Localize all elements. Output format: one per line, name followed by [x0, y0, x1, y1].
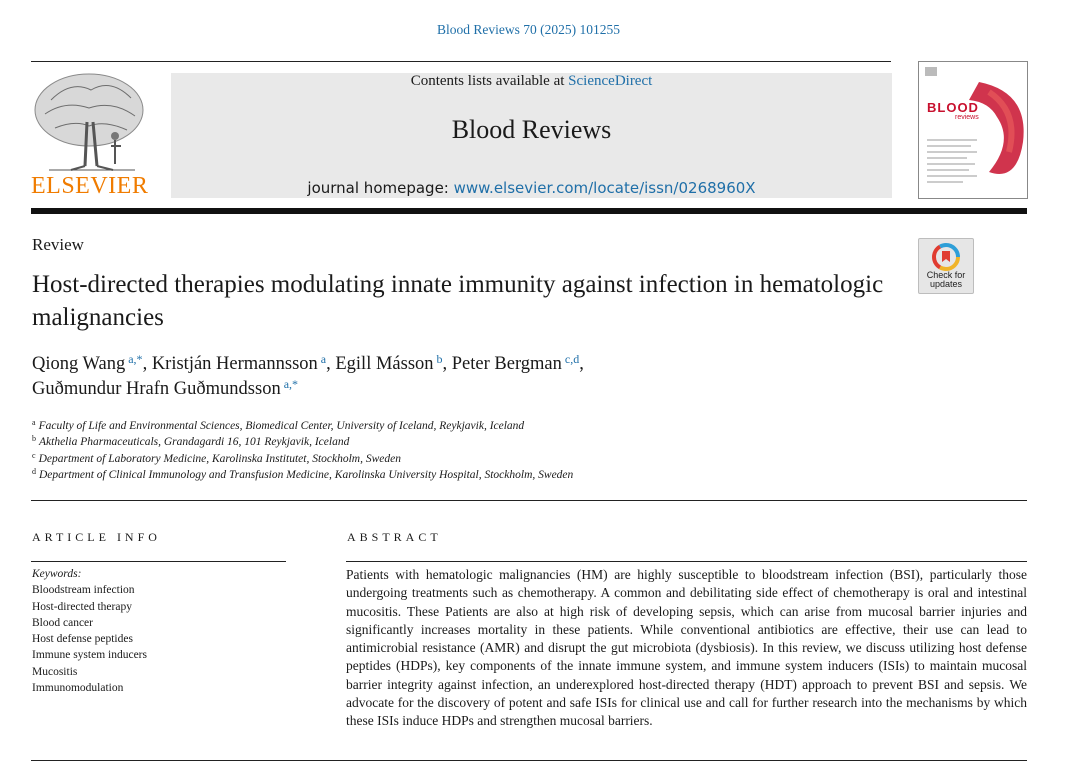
check-for-updates-button[interactable]	[918, 238, 974, 294]
affiliation-item	[32, 467, 892, 483]
author-name[interactable]: Kristján Hermannsson	[151, 354, 318, 374]
affiliation-key: d	[32, 466, 36, 476]
keyword-item[interactable]: Host-directed therapy	[32, 600, 132, 613]
author-name[interactable]: Peter Bergman	[451, 354, 562, 374]
section-rule	[31, 500, 1027, 501]
homepage-link[interactable]: www.elsevier.com/locate/issn/0268960X	[453, 179, 756, 197]
affiliation-text: Department of Clinical Immunology and Transfusion Medicine, Karolinska University Hospital, Stockholm, Sweden	[39, 468, 574, 481]
bottom-rule	[31, 760, 1027, 761]
elsevier-tree-icon	[31, 70, 147, 174]
author-name[interactable]: Egill Másson	[335, 354, 434, 374]
article-type: Review	[32, 235, 84, 254]
abstract-rule	[346, 561, 1027, 562]
journal-cover[interactable]	[918, 61, 1028, 199]
abstract-text: Patients with hematologic malignancies (HM) are highly susceptible to bloodstream infection (BSI), particularly those undergoing treatments such as chemotherapy. A common and debilitating side effect of chemotherapy is oral and intestinal mucositis. These Patients are also at high risk of developing sepsis, which can arise from mucosal barrier injuries and significantly increases mortality in these patients. While conventional antibiotics are effective, their use can lead to antimicrobial resistance (AMR) and disrupt the gut microbiota (dysbiosis). In this review, we discuss utilizing host defense peptides (HDPs), key components of the innate immune system, and immune system inducers (ISIs) to maintain mucosal barrier integrity against infection, an underexplored host-directed therapy (HDT) approach to prevent BSI and sepsis. We advocate for the discovery of potent and safe ISIs for clinical use and call for further research into the mechanisms by which these ISIs induce HDPs and strengthen mucosal barriers.	[346, 567, 1027, 729]
keyword-item[interactable]: Immunomodulation	[32, 682, 124, 695]
crossmark-icon	[932, 243, 960, 271]
contents-prefix: Contents lists available at	[410, 73, 569, 89]
author-affil-link[interactable]: a	[320, 352, 327, 366]
affiliation-key: a	[32, 418, 36, 427]
article-title: Host-directed therapies modulating innate immunity against infection in hematologic malignancies	[32, 271, 884, 331]
keyword-item[interactable]: Bloodstream infection	[32, 584, 135, 597]
author-affil-link[interactable]: b	[436, 352, 443, 366]
journal-title: Blood Reviews	[451, 115, 612, 144]
affiliation-key: c	[32, 450, 36, 460]
affiliation-key: b	[32, 434, 36, 444]
affiliation-text: Faculty of Life and Environmental Sciences, Biomedical Center, University of Iceland, Reykjavik, Iceland	[38, 420, 525, 432]
keyword-item[interactable]: Blood cancer	[32, 616, 93, 629]
keywords-label: Keywords:	[32, 568, 82, 580]
keyword-item[interactable]: Mucositis	[32, 665, 78, 678]
affiliation-text: Department of Laboratory Medicine, Karolinska Institutet, Stockholm, Sweden	[38, 452, 401, 465]
elsevier-logo[interactable]	[31, 70, 147, 200]
affiliation-item	[32, 418, 892, 434]
sciencedirect-link[interactable]: ScienceDirect	[568, 73, 653, 89]
affiliation-text: Akthelia Pharmaceuticals, Grandagardi 16, 101 Reykjavik, Iceland	[39, 436, 350, 449]
keywords-list	[32, 566, 292, 696]
affiliation-item	[32, 451, 892, 467]
affiliation-item	[32, 434, 892, 450]
cover-title: BLOOD	[927, 100, 979, 115]
header-thick-rule	[31, 208, 1027, 214]
author-list: Qiong Wang $^{a,*}$, Kristján Hermannsson $^a$, Egill Másson $^b$, Peter Bergman $^{c,d}$, Guðmundur Hrafn Guðmundsson $^{a,*}$	[32, 352, 584, 399]
keyword-item[interactable]: Immune system inducers	[32, 649, 147, 662]
affiliation-list	[32, 418, 892, 483]
keyword-item[interactable]: Host defense peptides	[32, 633, 133, 646]
author-affil-link[interactable]: a,*	[283, 377, 299, 391]
homepage-prefix: journal homepage:	[307, 179, 454, 197]
article-info-rule	[31, 561, 286, 562]
cover-artwork-icon	[919, 62, 1027, 198]
author-affil-link[interactable]: a,*	[128, 352, 143, 366]
article-info-heading: ARTICLE INFO	[32, 530, 161, 544]
header-rule	[31, 61, 891, 62]
author-name[interactable]: Guðmundur Hrafn Guðmundsson	[32, 379, 281, 399]
publisher-wordmark: ELSEVIER	[31, 173, 149, 199]
cover-subtitle: reviews	[955, 114, 979, 121]
author-affil-link[interactable]: c,d	[564, 352, 580, 366]
journal-banner	[171, 73, 892, 198]
contents-line	[171, 73, 892, 90]
abstract-heading: ABSTRACT	[347, 530, 442, 544]
journal-citation[interactable]: Blood Reviews 70 (2025) 101255	[437, 22, 620, 37]
author-name[interactable]: Qiong Wang	[32, 354, 126, 374]
check-updates-label: Check for updates	[926, 270, 966, 289]
homepage-line	[171, 179, 892, 197]
